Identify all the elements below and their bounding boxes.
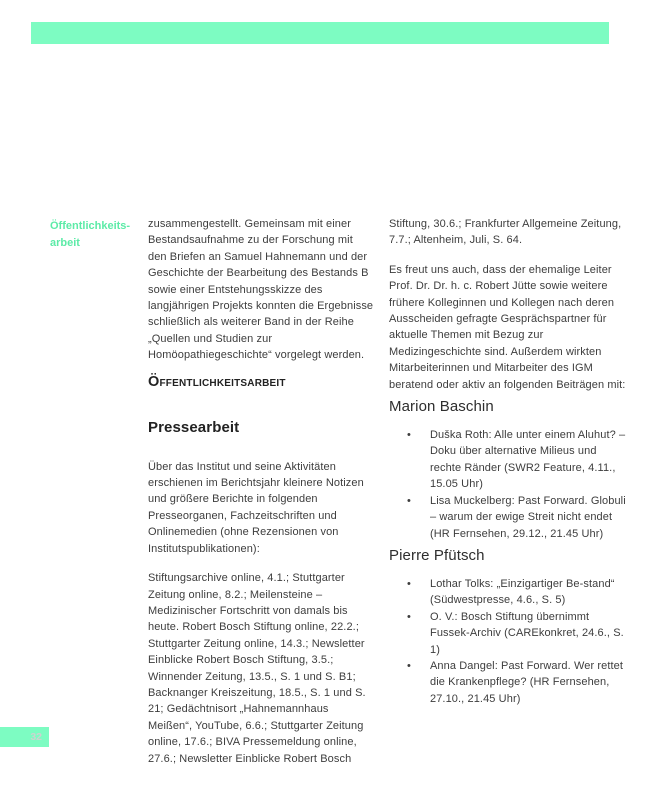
- right-column: [389, 216, 626, 707]
- section-heading: Öffentlichkeitsarbeit: [148, 373, 286, 390]
- margin-section-label: [50, 218, 145, 251]
- person-heading-marion-baschin: Marion Baschin: [389, 398, 494, 416]
- left-column: [148, 216, 374, 767]
- margin-section-label-line2: arbeit: [50, 236, 80, 249]
- top-accent-bar: [31, 22, 609, 44]
- person-heading-pierre-pfuetsch: Pierre Pfütsch: [389, 546, 485, 564]
- intro-paragraph: zusammengestellt. Gemeinsam mit einer Bestandsaufnahme zu der Forschung mit den Briefen an Samuel Hahnemann und der Geschichte der Bearbeitung des Bestands B sowie einer Entstehungsskizze des langjährigen Projekts konnten die Ergebnisse schließlich als weiterer Band in der Reihe „Quellen und Studien zur Homöopathiegeschichte“ vorgelegt werden.: [148, 218, 374, 362]
- list-item: • Lothar Tolks: „Einzigartiger Be-stand“ (Südwestpresse, 4.6., S. 5): [389, 576, 626, 609]
- page-number-bar: [0, 727, 49, 747]
- subsection-heading: Pressearbeit: [148, 418, 240, 436]
- press-list-continued-paragraph: Stiftung, 30.6.; Frankfurter Allgemeine Zeitung, 7.7.; Altenheim, Juli, S. 64.: [389, 218, 622, 247]
- list-item: • O. V.: Bosch Stiftung übernimmt Fussek-Archiv (CAREkonkret, 24.6., S. 1): [389, 609, 626, 658]
- margin-section-label-line1: Öffentlichkeits-: [50, 220, 131, 232]
- page-number: 32: [30, 731, 42, 743]
- collaboration-paragraph: Es freut uns auch, dass der ehemalige Leiter Prof. Dr. Dr. h. c. Robert Jütte sowie weitere frühere Kolleginnen und Kollegen nach deren Ausscheiden gefragte Gesprächspartner für aktuelle Themen mit Bezug zur Medizingeschichte sind. Außerdem wirkten Mitarbeiterinnen und Mitarbeiter des IGM beratend oder aktiv an folgenden Beiträgen mit:: [389, 263, 626, 391]
- press-list-paragraph: Stiftungsarchive online, 4.1.; Stuttgarter Zeitung online, 8.2.; Meilensteine – Medizinischer Fortschritt von damals bis heute. Robert Bosch Stiftung online, 22.2.; Stuttgarter Zeitung online, 14.3.; Newsletter Einblicke Robert Bosch Stiftung, 3.5.; Winnender Zeitung, 13.5., S. 1 und S. B1; Backnanger Kreiszeitung, 18.5., S. 1 und S. 21; Gedächtnisort „Hahnemannhaus Meißen“, YouTube, 6.6.; Stuttgarter Zeitung online, 17.6.; BIVA Pressemeldung online, 27.6.; Newsletter Einblicke Robert Bosch: [148, 572, 366, 765]
- bullet-list-pierre-pfuetsch: [389, 576, 626, 707]
- press-intro-paragraph: Über das Institut und seine Aktivitäten erschienen im Berichtsjahr kleinere Notizen und größere Berichte in folgenden Presseorganen, Fachzeitschriften und Onlinemedien (ohne Rezensionen von Institutspublikationen):: [148, 460, 364, 555]
- list-item: • Lisa Muckelberg: Past Forward. Globuli – warum der ewige Streit nicht endet (HR Fernsehen, 29.12., 21.45 Uhr): [389, 493, 626, 542]
- list-item: • Duška Roth: Alle unter einem Aluhut? – Doku über alternative Milieus und rechte Ränder (SWR2 Feature, 4.11., 15.05 Uhr): [389, 427, 626, 493]
- list-item: • Anna Dangel: Past Forward. Wer rettet die Krankenpflege? (HR Fernsehen, 27.10., 21.45 Uhr): [389, 658, 626, 707]
- bullet-list-marion-baschin: [389, 427, 626, 542]
